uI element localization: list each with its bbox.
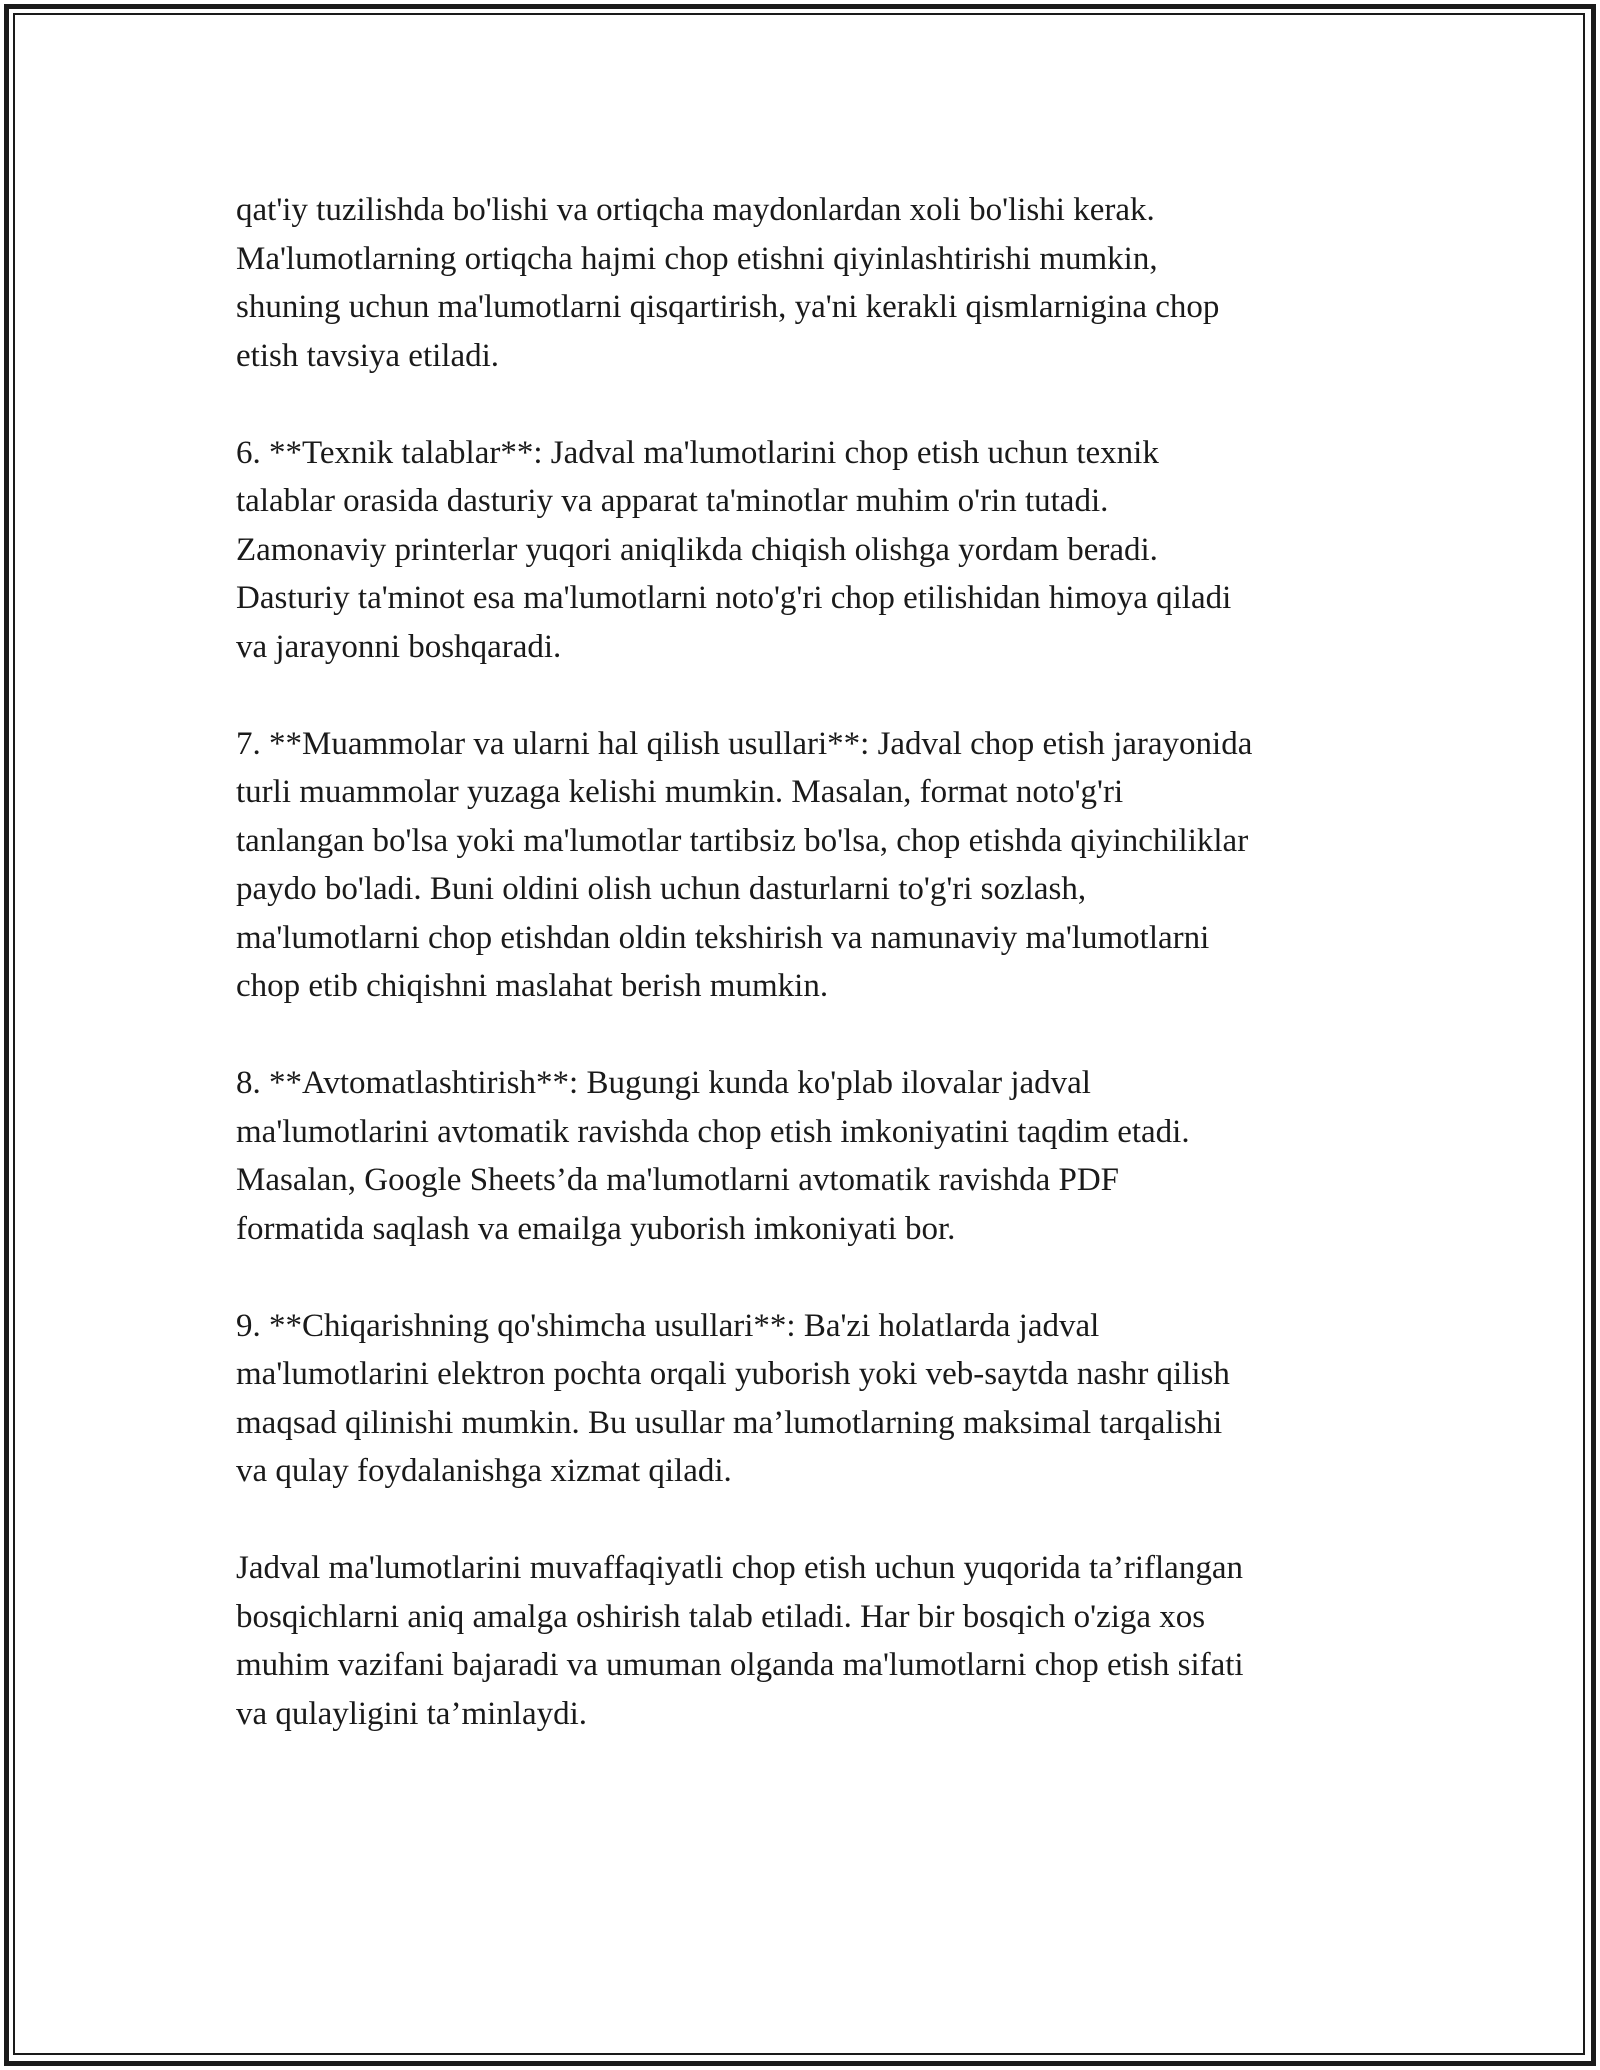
paragraph-additional-output-methods: 9. **Chiqarishning qo'shimcha usullari**: Ba'zi holatlarda jadval ma'lumotlarini elektron pochta orqali yuborish yoki veb-saytda nashr qilish maqsad qilinishi mumkin. Bu usullar ma’lumotlarning maksimal tarqalishi va qulay foydalanishga xizmat qiladi. [236, 1307, 1230, 1489]
paragraph-technical-requirements: 6. **Texnik talablar**: Jadval ma'lumotlarini chop etish uchun texnik talablar orasida dasturiy va apparat ta'minotlar muhim o'rin tutadi. Zamonaviy printerlar yuqori aniqlikda chiqish olishga yordam beradi. Dasturiy ta'minot esa ma'lumotlarni noto'g'ri chop etilishidan himoya qiladi va jarayonni boshqaradi. [236, 434, 1232, 665]
paragraph-problems-solutions: 7. **Muammolar va ularni hal qilish usullari**: Jadval chop etish jarayonida turli muammolar yuzaga kelishi mumkin. Masalan, format noto'g'ri tanlangan bo'lsa yoki ma'lumotlar tartibsiz bo'lsa, chop etishda qiyinchiliklar paydo bo'ladi. Buni oldini olish uchun dasturlarni to'g'ri sozlash, ma'lumotlarni chop etishdan oldin tekshirish va namunaviy ma'lumotlarni chop etib chiqishni maslahat berish mumkin. [236, 725, 1253, 1004]
document-body [236, 186, 1386, 1738]
paragraph-intro-continuation: qat'iy tuzilishda bo'lishi va ortiqcha maydonlardan xoli bo'lishi kerak. Ma'lumotlarning ortiqcha hajmi chop etishni qiyinlashtirishi mumkin, shuning uchun ma'lumotlarni qisqartirish, ya'ni kerakli qismlarnigina chop etish tavsiya etiladi. [236, 192, 1220, 374]
paragraph-automation: 8. **Avtomatlashtirish**: Bugungi kunda ko'plab ilovalar jadval ma'lumotlarini avtomatik ravishda chop etish imkoniyatini taqdim etadi. Masalan, Google Sheets’da ma'lumotlarni avtomatik ravishda PDF formatida saqlash va emailga yuborish imkoniyati bor. [236, 1065, 1190, 1247]
paragraph-conclusion: Jadval ma'lumotlarini muvaffaqiyatli chop etish uchun yuqorida ta’riflangan bosqichlarni aniq amalga oshirish talab etiladi. Har bir bosqich o'ziga xos muhim vazifani bajaradi va umuman olganda ma'lumotlarni chop etish sifati va qulayligini ta’minlaydi. [236, 1550, 1244, 1732]
